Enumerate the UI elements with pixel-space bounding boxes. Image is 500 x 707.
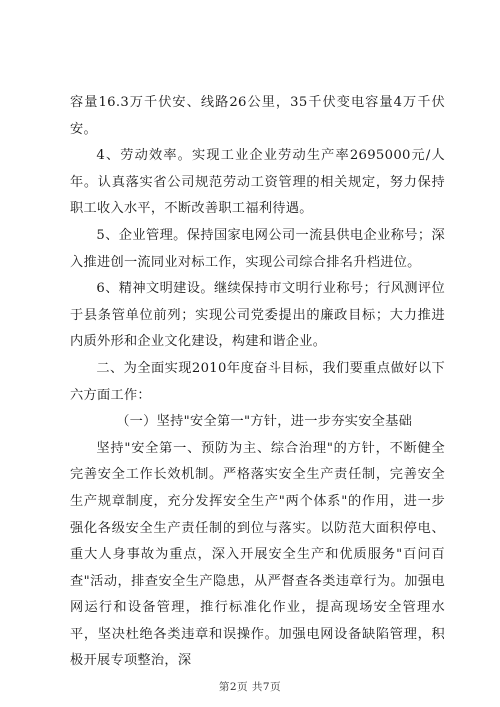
paragraph-capacity-continued: 容量16.3万千伏安、线路26公里，35千伏变电容量4万千伏安。 [70, 95, 445, 137]
page-footer: 第2页 共7页 [218, 681, 282, 693]
paragraph-spiritual-civilization: 6、精神文明建设。继续保持市文明行业称号；行风测评位于县条管单位前列；实现公司党委提出的廉政目标；大力推进内质外形和企业文化建设，构建和谐企业。 [70, 281, 445, 350]
paragraph-enterprise-management: 5、企业管理。保持国家电网公司一流县供电企业称号；深入推进创一流同业对标工作，实现公司综合排名升档进位。 [70, 227, 445, 270]
document-body [70, 90, 445, 675]
paragraph-safety-policy: 坚持"安全第一、预防为主、综合治理"的方针，不断健全完善安全工作长效机制。严格落实安全生产责任制，完善安全生产规章制度，充分发挥安全生产"两个体系"的作用，进一步强化各级安全生产责任制的到位与落实。以防范大面积停电、重大人身事故为重点，深入开展安全生产和优质服务"百问百查"活动，排查安全生产隐患，从严督查各类违章行为。加强电网运行和设备管理，推行标准化作业，提高现场安全管理水平，坚决杜绝各类违章和误操作。加强电网设备缺陷管理，积极开展专项整治，深 [70, 440, 445, 669]
paragraph-labor-efficiency: 4、劳动效率。实现工业企业劳动生产率2695000元/人年。认真落实省公司规范劳动工资管理的相关规定，努力保持职工收入水平，不断改善职工福利待遇。 [70, 148, 445, 217]
paragraph-section-two-intro: 二、为全面实现2010年度奋斗目标，我们要重点做好以下六方面工作： [70, 360, 445, 403]
subheading-safety-first: （一）坚持"安全第一"方针，进一步夯实安全基础 [116, 414, 413, 430]
